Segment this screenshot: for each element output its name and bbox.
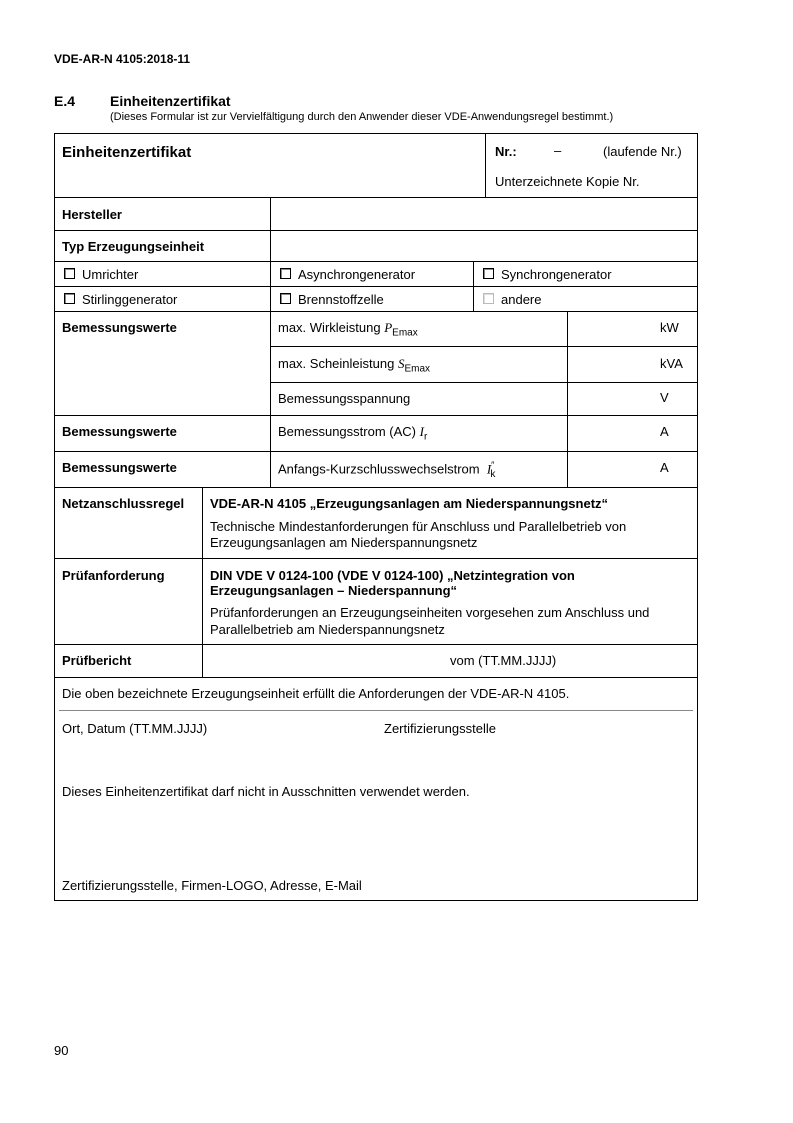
manufacturer-field[interactable]: [272, 198, 696, 229]
section-title: Einheitenzertifikat: [110, 93, 231, 109]
apparent-power-label: max. Scheinleistung $S_{Emax}$: [278, 356, 431, 375]
active-power-label: max. Wirkleistung $P_{Emax}$: [278, 320, 418, 339]
asynchron-checkbox[interactable]: [280, 268, 291, 279]
nr-label: Nr.:: [495, 144, 517, 159]
andere-checkbox[interactable]: [483, 293, 494, 304]
nr-suffix: (laufende Nr.): [603, 144, 682, 159]
short-circuit-current-unit: A: [660, 460, 669, 475]
test-report-date-label: vom (TT.MM.JJJJ): [450, 653, 557, 668]
rated-voltage-unit: V: [660, 390, 669, 405]
brennstoff-checkbox[interactable]: [280, 293, 291, 304]
active-power-unit: kW: [660, 320, 679, 335]
rated-voltage-label: Bemessungsspannung: [278, 391, 411, 406]
test-requirement-desc-1: Prüfanforderungen an Erzeugungseinheiten vorgesehen zum Anschluss und: [210, 605, 650, 620]
short-circuit-current-field[interactable]: [569, 452, 649, 486]
certification-body-label: Zertifizierungsstelle: [384, 721, 496, 736]
brennstoff-label: Brennstoffzelle: [298, 292, 384, 307]
test-requirement-desc-2: Parallelbetrieb am Niederspannungsnetz: [210, 622, 445, 637]
active-power-field[interactable]: [569, 312, 649, 345]
rated-current-field[interactable]: [569, 416, 649, 450]
copy-number-label: Unterzeichnete Kopie Nr.: [495, 174, 640, 189]
manufacturer-label: Hersteller: [62, 207, 122, 222]
test-requirement-title-1: DIN VDE V 0124-100 (VDE V 0124-100) „Netzintegration von: [210, 568, 575, 583]
apparent-power-field[interactable]: [569, 347, 649, 381]
synchron-label: Synchrongenerator: [501, 267, 612, 282]
section-number: E.4: [54, 93, 76, 109]
rated-current-label: Bemessungsstrom (AC) $I_r$: [278, 424, 428, 443]
umrichter-label: Umrichter: [82, 267, 139, 282]
test-requirement-label: Prüfanforderung: [62, 568, 165, 583]
rated-values-label-2: Bemessungswerte: [62, 424, 177, 439]
rated-current-unit: A: [660, 424, 669, 439]
grid-code-title: VDE-AR-N 4105 „Erzeugungsanlagen am Niederspannungsnetz“: [210, 496, 609, 511]
andere-label: andere: [501, 292, 542, 307]
test-report-label: Prüfbericht: [62, 653, 132, 668]
rated-values-label-3: Bemessungswerte: [62, 460, 177, 475]
rated-values-label: Bemessungswerte: [62, 320, 177, 335]
compliance-statement: Die oben bezeichnete Erzeugungseinheit erfüllt die Anforderungen der VDE-AR-N 4105.: [62, 686, 570, 701]
umrichter-checkbox[interactable]: [64, 268, 75, 279]
section-note: (Dieses Formular ist zur Vervielfältigung durch den Anwender dieser VDE-Anwendungsregel bestimmt.): [110, 111, 614, 123]
nr-dash: –: [554, 143, 562, 158]
certificate-form: [54, 133, 698, 901]
unit-type-label: Typ Erzeugungseinheit: [62, 239, 205, 254]
apparent-power-unit: kVA: [660, 356, 683, 371]
asynchron-label: Asynchrongenerator: [298, 267, 416, 282]
grid-code-label: Netzanschlussregel: [62, 496, 185, 511]
page-number: 90: [54, 1043, 69, 1058]
short-circuit-current-label: Anfangs-Kurzschlusswechselstrom $I''_k$: [278, 460, 496, 480]
stirling-checkbox[interactable]: [64, 293, 75, 304]
grid-code-desc-1: Technische Mindestanforderungen für Anschluss und Parallelbetrieb von: [210, 519, 627, 534]
test-report-number-field[interactable]: [204, 645, 444, 676]
place-date-label: Ort, Datum (TT.MM.JJJJ): [62, 721, 208, 736]
test-requirement-title-2: Erzeugungsanlagen – Niederspannung“: [210, 583, 458, 598]
form-title: Einheitenzertifikat: [62, 144, 192, 161]
grid-code-desc-2: Erzeugungsanlagen am Niederspannungsnetz: [210, 535, 478, 550]
synchron-checkbox[interactable]: [483, 268, 494, 279]
stirling-label: Stirlinggenerator: [82, 292, 178, 307]
certification-body-footer: Zertifizierungsstelle, Firmen-LOGO, Adresse, E-Mail: [62, 878, 362, 893]
document-id: VDE-AR-N 4105:2018-11: [54, 52, 191, 66]
rated-voltage-field[interactable]: [569, 383, 649, 414]
usage-notice: Dieses Einheitenzertifikat darf nicht in Ausschnitten verwendet werden.: [62, 784, 470, 799]
unit-type-field[interactable]: [272, 231, 696, 260]
